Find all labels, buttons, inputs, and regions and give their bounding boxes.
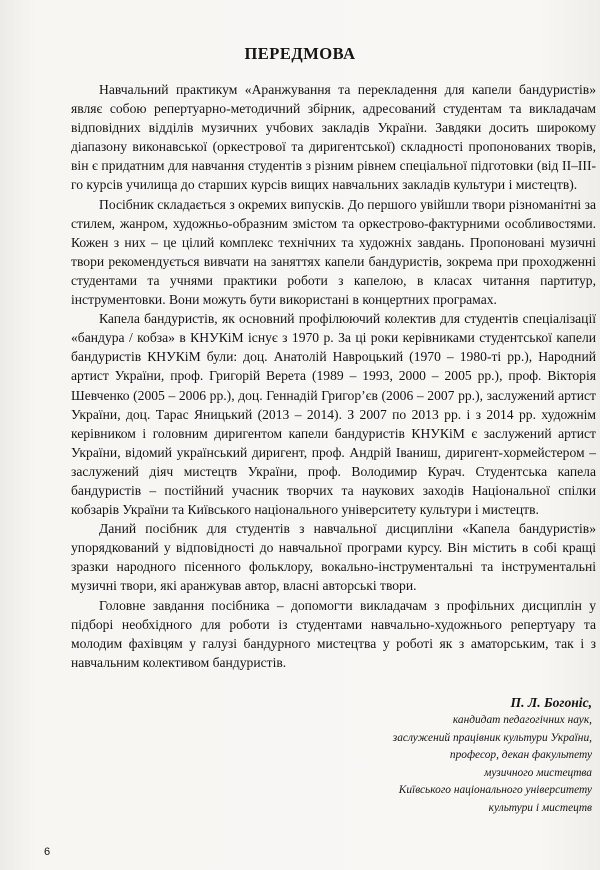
author-credential: професор, декан факультету xyxy=(449,749,592,762)
author-credential: заслужений працівник культури України, xyxy=(392,731,592,744)
page-title: ПЕРЕДМОВА xyxy=(244,44,356,63)
author-credential: культури і мистецтв xyxy=(488,801,592,814)
paragraph-4: Даний посібник для студентів з навчальної дисципліни «Капела бандуристів» упорядкований у відповідності до навчальної програми курсу. Він містить в собі кращі зразки народного пісенного фольклору, вокально-інструментальні та інструментальні музичні твори, які аранжував автор, власні авторські твори. xyxy=(71,521,596,594)
paragraph-5: Головне завдання посібника – допомогти викладачам з профільних дисциплін у підборі необхідного для роботи із студентами навчально-художнього репертуару та молодим фахівцям у галузі бандурного мистецтва у роботі як з аматорським, так і з навчальним колективом бандуристів. xyxy=(71,597,596,670)
paragraph-1: Навчальний практикум «Аранжування та перекладення для капели бандуристів» являє собою репертуарно-методичний збірник, адресований студентам та викладачам відповідних відділів музичних учбових закладів України. Завдяки досить широкому діапазону виконавської (оркестрової та диригентської) складності пропонованих творів, він є придатним для навчання студентів з різним рівнем спеціальної підготовки (від II–III-го курсів училища до старших курсів вищих навчальних закладів культури і мистецтв). xyxy=(71,82,596,193)
paragraph-3: Капела бандуристів, як основний профілюючий колектив для студентів спеціалізації «бандура / кобза» в КНУКіМ існує з 1970 р. За ці роки керівниками студентської капели бандуристів КНУКіМ були: доц. Анатолій Навроцький (1970 – 1980-ті рр.), Народний артист України, проф. Григорій Верета (1989 – 1993, 2000 – 2005 рр.), проф. Вікторія Шевченко (2005 – 2006 рр.), доц. Геннадій Григор’єв (2006 – 2007 рр.), заслужений артист України, доц. Тарас Яницький (2013 – 2014). З 2007 по 2013 рр. і з 2014 рр. художнім керівником і головним диригентом капели бандуристів КНУКіМ є заслужений артист України, відомий український диригент, проф. Андрій Іваниш, диригент-хормейстером – заслужений діяч мистецтв України, проф. Володимир Курач. Студентська капела бандуристів – постійний учасник творчих та наукових заходів Національної спілки кобзарів України та Київського національного університету культури і мистецтв. xyxy=(71,311,596,518)
author-name: П. Л. Богоніс, xyxy=(510,695,592,710)
paragraph-2: Посібник складається з окремих випусків. До першого увійшли твори різноманітні за стилем, жанром, художньо-образним змістом та оркестрово-фактурними особливостями. Кожен з них – це цілий комплекс технічних та художніх завдань. Пропоновані музичні твори рекомендується вивчати на заняттях капели бандуристів, зокрема при проходженні студентами та учнями практики роботи з капелою, в класах читання партитур, інструментовки. Вони можуть бути використані в концертних програмах. xyxy=(71,196,596,308)
author-credential: Київського національного університету xyxy=(398,784,592,797)
author-credential: музичного мистецтва xyxy=(484,766,592,779)
author-signature xyxy=(192,693,592,818)
preface-body xyxy=(71,80,596,672)
page-number: 6 xyxy=(44,846,51,858)
author-credential: кандидат педагогічних наук, xyxy=(452,714,592,726)
